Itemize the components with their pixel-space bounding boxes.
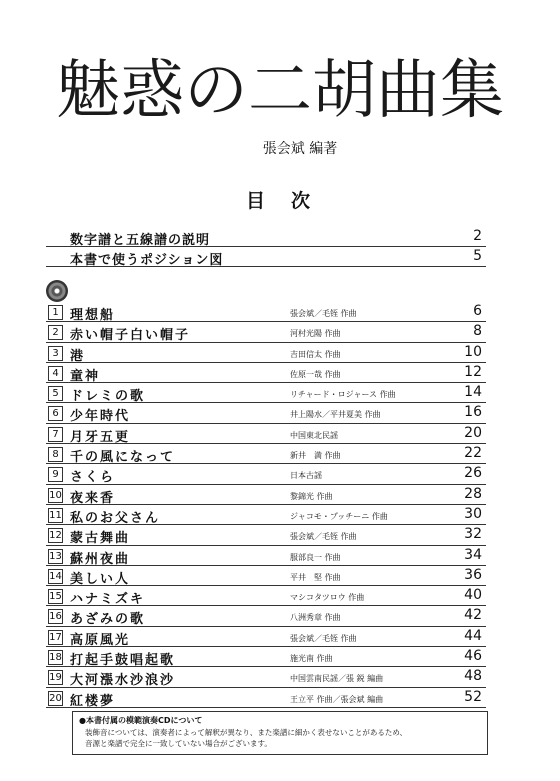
- song-page: 8: [473, 323, 482, 340]
- song-title: 蘇州夜曲: [70, 551, 131, 567]
- song-title: 大河漲水沙浪沙: [70, 673, 176, 689]
- song-number: 2: [48, 325, 63, 340]
- song-page: 42: [464, 607, 482, 624]
- song-row[interactable]: [46, 363, 486, 383]
- song-composer: 井上陽水／平井夏美 作曲: [290, 410, 381, 420]
- song-composer: リチャード・ロジャース 作曲: [290, 390, 396, 400]
- song-page: 10: [464, 343, 482, 360]
- intro-item[interactable]: [46, 227, 486, 247]
- song-composer: 河村光陽 作曲: [290, 329, 341, 339]
- song-row[interactable]: [46, 546, 486, 566]
- song-title: 高原風光: [70, 632, 131, 648]
- song-page: 36: [464, 566, 482, 583]
- intro-section: [46, 227, 486, 267]
- song-composer: 吉田信太 作曲: [290, 349, 341, 359]
- song-title: 打起手鼓唱起歌: [70, 653, 176, 669]
- song-composer: 中国雲南民謡／張 鋭 編曲: [290, 674, 384, 684]
- note-line: 音源と楽譜で完全に一致していない場合がございます。: [85, 739, 272, 748]
- song-number: 13: [49, 550, 62, 562]
- song-composer: 佐原一哉 作曲: [290, 369, 341, 379]
- song-title: ドレミの歌: [70, 389, 146, 405]
- song-composer: 新井 満 作曲: [290, 451, 341, 461]
- song-number: 12: [49, 530, 62, 542]
- song-page: 26: [464, 465, 482, 482]
- song-composer: ジャコモ・プッチーニ 作曲: [290, 511, 388, 521]
- song-composer: 王立平 作曲／張会斌 編曲: [290, 694, 384, 704]
- song-number: 16: [49, 611, 62, 623]
- song-row[interactable]: [46, 627, 486, 647]
- cd-disc-icon: [46, 280, 68, 302]
- note-body: [79, 727, 481, 749]
- song-row[interactable]: [46, 586, 486, 606]
- song-number: 15: [49, 591, 62, 603]
- song-number: 20: [49, 692, 62, 704]
- song-row[interactable]: [46, 424, 486, 444]
- song-page: 6: [473, 303, 482, 319]
- song-composer: 張会斌／毛铚 作曲: [290, 309, 357, 318]
- song-row[interactable]: [46, 444, 486, 464]
- song-composer: 中国東北民謡: [290, 430, 338, 440]
- song-number: 17: [49, 631, 62, 643]
- song-number: 14: [49, 570, 62, 582]
- song-composer: 日本古謡: [290, 471, 322, 481]
- song-page: 14: [464, 384, 482, 401]
- song-title: さくら: [70, 470, 116, 486]
- song-title: 美しい人: [70, 571, 131, 587]
- song-page: 28: [464, 485, 482, 502]
- song-page: 46: [464, 648, 482, 665]
- song-row[interactable]: [46, 566, 486, 586]
- song-composer: 張会斌／毛铚 作曲: [290, 532, 357, 542]
- intro-item-label: 本書で使うポジション図: [70, 253, 224, 268]
- song-title: 少年時代: [70, 409, 131, 425]
- song-row[interactable]: [46, 667, 486, 687]
- song-page: 48: [464, 668, 482, 685]
- song-row[interactable]: [46, 302, 486, 322]
- song-page: 12: [464, 363, 482, 380]
- intro-item-page: 2: [473, 228, 482, 244]
- song-number: 10: [49, 489, 62, 501]
- song-title: 千の風になって: [70, 450, 176, 466]
- song-list: [46, 302, 486, 708]
- song-title: 月牙五更: [70, 429, 131, 445]
- song-row[interactable]: [46, 606, 486, 626]
- song-title: 理想船: [70, 308, 116, 323]
- song-number: 19: [49, 672, 62, 684]
- song-page: 52: [464, 688, 482, 705]
- song-title: 童神: [70, 368, 101, 384]
- song-row[interactable]: [46, 525, 486, 545]
- song-page: 34: [464, 546, 482, 563]
- song-page: 32: [464, 526, 482, 543]
- toc-heading: 目次: [245, 190, 336, 212]
- song-row[interactable]: [46, 383, 486, 403]
- song-row[interactable]: [46, 403, 486, 423]
- note-line: 装飾音については、演奏者によって解釈が異なり、また楽譜に細かく表せないことがあるため、: [85, 728, 408, 737]
- song-page: 20: [464, 424, 482, 441]
- song-number: 4: [48, 366, 63, 381]
- song-number: 6: [48, 406, 63, 421]
- song-composer: 平井 堅 作曲: [290, 572, 341, 582]
- song-title: 港: [70, 348, 86, 364]
- song-row[interactable]: [46, 688, 486, 708]
- song-title: 赤い帽子白い帽子: [70, 328, 191, 344]
- song-composer: 八洲秀章 作曲: [290, 613, 341, 623]
- song-page: 16: [464, 404, 482, 421]
- song-number: 3: [48, 346, 63, 361]
- song-page: 22: [464, 445, 482, 462]
- song-page: 44: [464, 627, 482, 644]
- song-composer: 張会斌／毛铚 作曲: [290, 633, 357, 643]
- song-number: 5: [48, 386, 63, 401]
- song-number: 11: [49, 509, 62, 521]
- song-number: 1: [48, 305, 63, 320]
- song-composer: 施光南 作曲: [290, 654, 333, 664]
- song-title: 夜来香: [70, 490, 116, 506]
- song-title: ハナミズキ: [70, 592, 146, 608]
- song-row[interactable]: [46, 647, 486, 667]
- song-row[interactable]: [46, 343, 486, 363]
- song-title: 蒙古舞曲: [70, 531, 131, 547]
- song-number: 7: [48, 427, 63, 442]
- song-number: 8: [48, 447, 63, 462]
- song-page: 40: [464, 587, 482, 604]
- note-title: ●本書付属の模範演奏CDについて: [79, 716, 203, 725]
- song-title: 紅楼夢: [70, 693, 116, 709]
- song-row[interactable]: [46, 485, 486, 505]
- song-row[interactable]: [46, 464, 486, 484]
- song-row[interactable]: [46, 322, 486, 342]
- song-composer: 服部良一 作曲: [290, 552, 341, 562]
- author-credit: 張会斌 編著: [262, 141, 338, 157]
- song-title: あざみの歌: [70, 612, 146, 628]
- song-row[interactable]: [46, 505, 486, 525]
- song-page: 30: [464, 505, 482, 522]
- song-number: 18: [49, 652, 62, 664]
- song-composer: 黎錦光 作曲: [290, 491, 333, 501]
- song-composer: マシコタツロウ 作曲: [290, 593, 365, 603]
- book-title: 魅惑の二胡曲集: [56, 54, 504, 128]
- intro-item[interactable]: [46, 247, 486, 267]
- cd-note-box: [72, 711, 488, 755]
- intro-item-label: 数字譜と五線譜の説明: [70, 233, 211, 248]
- intro-item-page: 5: [473, 248, 482, 264]
- song-title: 私のお父さん: [70, 510, 161, 526]
- song-number: 9: [48, 467, 63, 482]
